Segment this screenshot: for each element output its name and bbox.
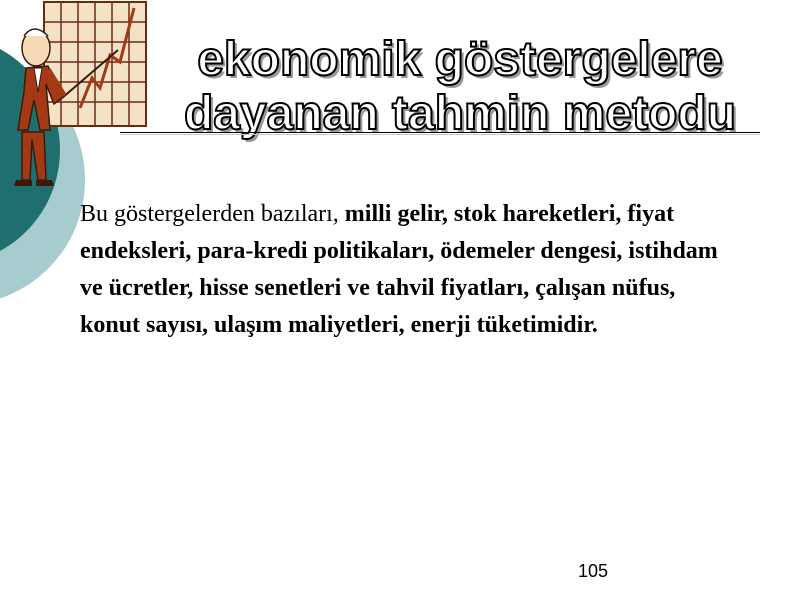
title-divider-shadow bbox=[120, 134, 760, 135]
title-divider bbox=[120, 132, 760, 133]
slide-title-line-2: dayanan tahmin metodu bbox=[183, 87, 737, 140]
body-intro: Bu göstergelerden bazıları, bbox=[80, 201, 345, 227]
page-number: 105 bbox=[578, 561, 609, 581]
body-indicator-list: milli gelir, stok hareketleri, fiyat endeksleri, para-kredi politikaları, ödemeler dengesi, istihdam ve ücretler, hisse senetleri ve tahvil fiyatları, çalışan nüfus, konut sayısı, ulaşım maliyetleri, enerji tüketimidir. bbox=[80, 201, 718, 338]
businessman-pointing-chart-icon bbox=[0, 0, 160, 200]
slide-title-line-1: ekonomik göstergelere bbox=[197, 33, 723, 86]
slide-body-text bbox=[80, 196, 720, 344]
